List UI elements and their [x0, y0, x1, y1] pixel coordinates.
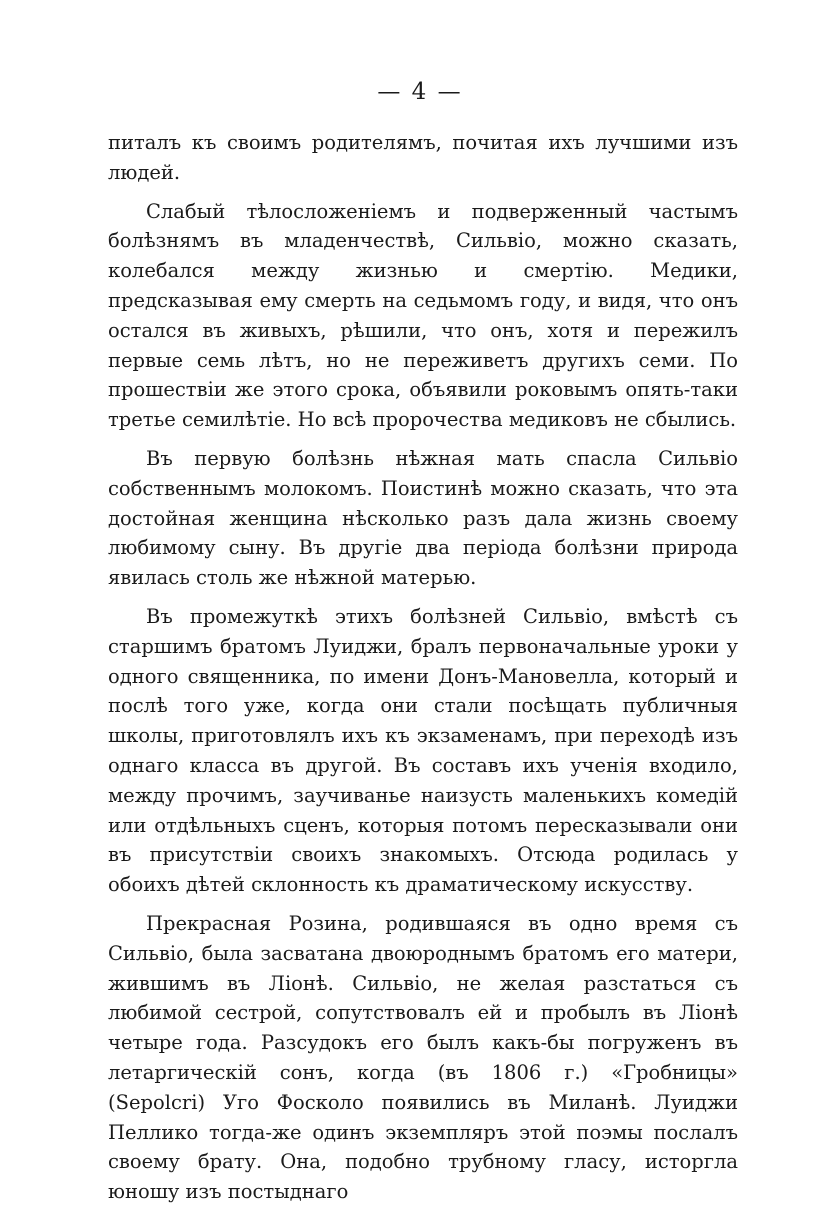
paragraph-2: Слабый тѣлосложеніемъ и подверженный частымъ болѣзнямъ въ младенчествѣ, Сильвіо, можно сказать, колебался между жизнью и смертію. Медики, предсказывая ему смерть на седьмомъ году, и видя, что онъ остался въ живыхъ, рѣшили, что онъ, хотя и пережилъ первые семь лѣтъ, но не переживетъ другихъ семи. По прошествіи же этого срока, объявили роковымъ опять-таки третье семилѣтіе. Но всѣ пророчества медиковъ не сбылись.: [108, 199, 738, 432]
paragraph-4: Въ промежуткѣ этихъ болѣзней Сильвіо, вмѣстѣ съ старшимъ братомъ Луиджи, бралъ первоначальные уроки у одного священника, по имени Донъ-Мановелла, который и послѣ того уже, когда они стали посѣщать публичныя школы, приготовлялъ ихъ къ экзаменамъ, при переходѣ изъ однаго класса въ другой. Въ составъ ихъ ученія входило, между прочимъ, заучиванье наизусть маленькихъ комедій или отдѣльныхъ сценъ, которыя потомъ пересказывали они въ присутствіи своихъ знакомыхъ. Отсюда родилась у обоихъ дѣтей склонность къ драматическому искусству.: [108, 604, 738, 897]
paragraph-1: питалъ къ своимъ родителямъ, почитая ихъ лучшими изъ людей.: [108, 131, 738, 184]
body-text: [108, 128, 738, 1207]
paragraph-3: Въ первую болѣзнь нѣжная мать спасла Сильвіо собственнымъ молокомъ. Поистинѣ можно сказать, что эта достойная женщина нѣсколько разъ дала жизнь своему любимому сыну. Въ другіе два періода болѣзни природа явилась столь же нѣжной матерью.: [108, 446, 738, 590]
paragraph-5: Прекрасная Розина, родившаяся въ одно время съ Сильвіо, была засватана двоюроднымъ братомъ его матери, жившимъ въ Ліонѣ. Сильвіо, не желая разстаться съ любимой сестрой, сопутствовалъ ей и пробылъ въ Ліонѣ четыре года. Разсудокъ его былъ какъ-бы погруженъ въ летаргическій сонъ, когда (въ 1806 г.) «Гробницы» (Sepolcri) Уго Фосколо появились въ Миланѣ. Луиджи Пеллико тогда-же одинъ экземпляръ этой поэмы послалъ своему брату. Она, подобно трубному гласу, исторгла юношу изъ постыднаго: [108, 911, 738, 1204]
page-number: — 4 —: [377, 79, 463, 105]
